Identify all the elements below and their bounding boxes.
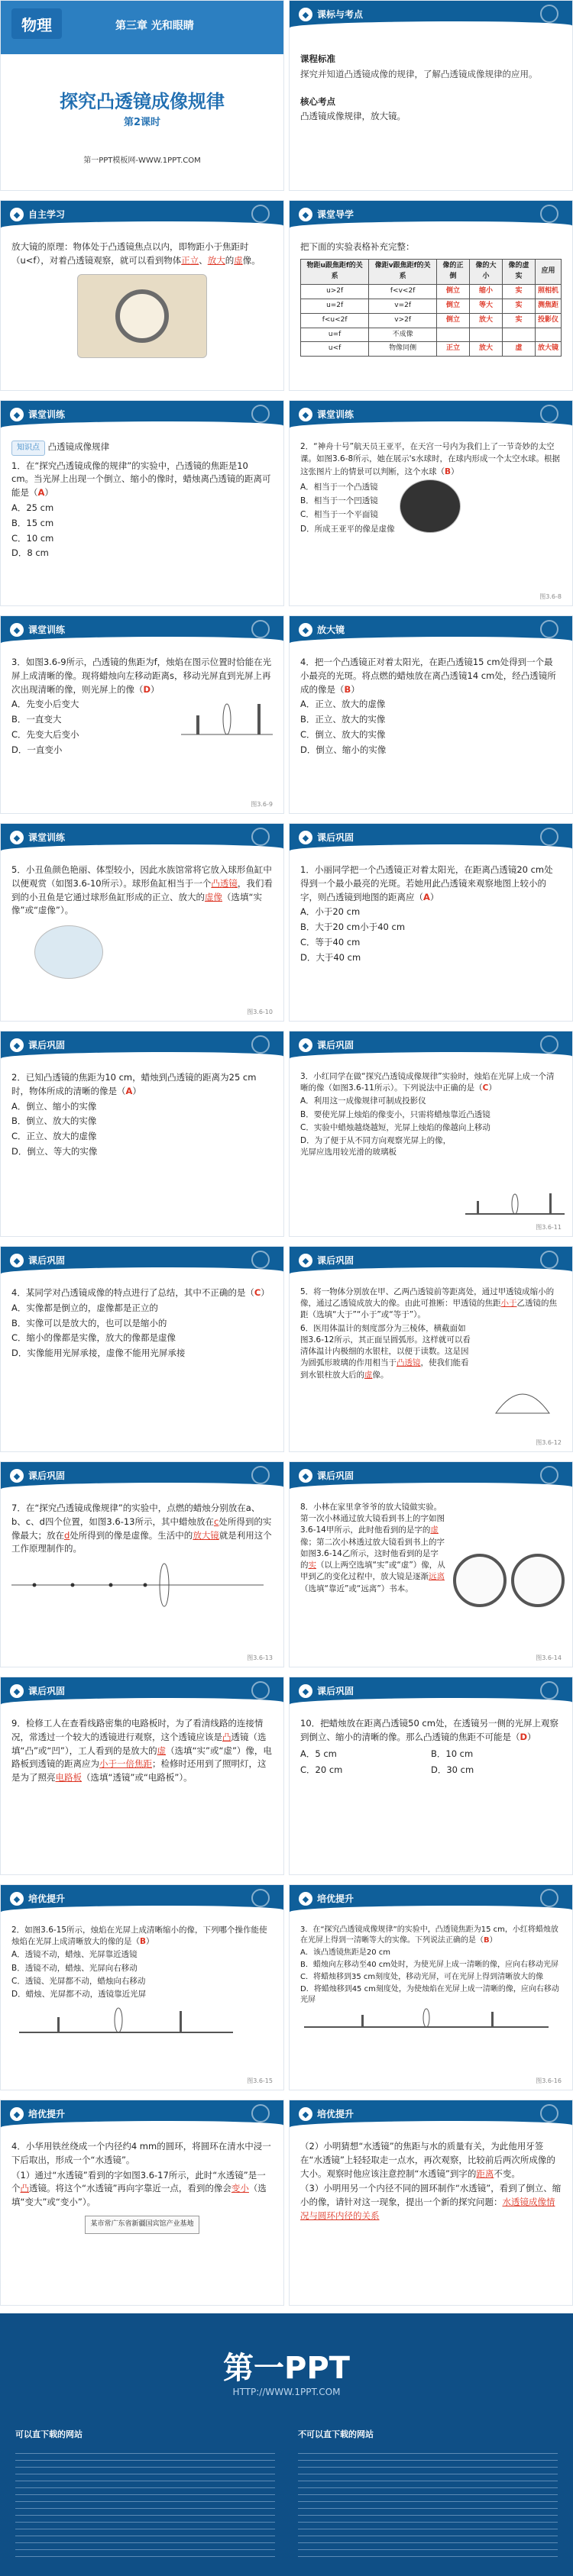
slide-header <box>1 1031 283 1062</box>
slide-header <box>1 401 283 431</box>
bullet-icon: ◆ <box>299 831 312 844</box>
option: D．大于40 cm <box>300 951 361 963</box>
option: D．蜡烛、光屏都不动，透镜靠近光屏 <box>11 1990 147 2000</box>
header-title: 自主学习 <box>28 209 66 220</box>
slide-header <box>290 201 572 231</box>
bullet-icon: ◆ <box>10 1038 24 1052</box>
cover-slide <box>0 0 284 191</box>
magnifier-icon <box>115 289 169 343</box>
slide-header <box>1 1677 283 1708</box>
figure-caption: 图3.6-14 <box>536 1654 562 1661</box>
option: C．缩小的像都是实像，放大的像都是虚像 <box>11 1332 176 1344</box>
snowflake-icon <box>540 1466 558 1484</box>
figure-caption: 图3.6-11 <box>536 1224 562 1231</box>
page-title: 探究凸透镜成像规律 <box>60 91 225 112</box>
slide-header <box>1 1885 283 1916</box>
header-title: 课堂导学 <box>317 209 354 220</box>
snowflake-icon <box>540 1251 558 1269</box>
option: A．利用这一成像规律可制成投影仪 <box>300 1096 426 1106</box>
exercise-slide <box>289 2100 573 2306</box>
self-study-slide <box>0 200 284 391</box>
header-title: 课堂训练 <box>317 409 354 420</box>
snowflake-icon <box>251 2104 270 2122</box>
option: C．先变大后变小 <box>11 729 79 741</box>
snowflake-icon <box>540 5 558 23</box>
bullet-icon: ◆ <box>299 8 312 21</box>
option: C．10 cm <box>11 532 54 544</box>
slide-header <box>1 2100 283 2131</box>
question-text: 2．“神舟十号”航天员王亚平，在天宫一号内为我们上了一节奇妙的太空课。如图3.6-8所示，她在展示's水球时，在球内形成一个太空水球。根据这张图片上的情景可以判断，这个水球（B） <box>300 442 561 476</box>
slide-header <box>1 1462 283 1493</box>
option: B．实像可以是放大的，也可以是缩小的 <box>11 1317 167 1328</box>
snowflake-icon <box>540 1681 558 1700</box>
figure-caption: 图3.6-8 <box>539 593 562 600</box>
snowflake-icon <box>251 1889 270 1907</box>
slide-header <box>290 2100 572 2131</box>
slide-header <box>1 824 283 854</box>
question-text: 3．在“探究凸透镜成像规律”的实验中，凸透镜焦距为15 cm，小红将蜡烛放在光屏上得到一清晰等大的实像。下列说法正确的是（B） <box>300 1926 558 1945</box>
header-title: 培优提升 <box>28 2109 66 2119</box>
standard-title: 课程标准 <box>300 53 335 64</box>
question-text: 2．已知凸透镜的焦距为10 cm，蜡烛到凸透镜的距离为25 cm时，物体所成的清晰的像是（A） <box>11 1072 257 1096</box>
question-text: 4．某同学对凸透镜成像的特点进行了总结，其中不正确的是（C） <box>11 1287 270 1298</box>
option: B．大于20 cm小于40 cm <box>300 922 406 933</box>
table-row: u=2f v=2f 倒立 等大 实 测焦距 <box>301 299 562 313</box>
principle-text: 放大镜的原理：物体处于凸透镜焦点以内，即物距小于焦距时（u<f），对着凸透镜观察，就可以看到物体正立、放大的虚像。 <box>11 241 261 266</box>
snowflake-icon <box>251 405 270 423</box>
snowflake-icon <box>251 1035 270 1054</box>
bullet-icon: ◆ <box>10 623 24 637</box>
slide-header <box>1 201 283 231</box>
figure-caption: 图3.6-15 <box>247 2077 273 2084</box>
optical-bench-icon <box>11 2002 241 2040</box>
option: A．透镜不动，蜡烛、光屏靠近透镜 <box>11 1950 138 1960</box>
option: A．5 cm <box>300 1748 337 1759</box>
option: B．相当于一个凹透镜 <box>300 496 378 506</box>
bullet-icon: ◆ <box>10 1254 24 1267</box>
bullet-icon: ◆ <box>299 1684 312 1698</box>
option: A．先变小后变大 <box>11 699 79 710</box>
prism-icon <box>488 1375 557 1421</box>
option: C．透镜、光屏都不动，蜡烛向右移动 <box>11 1976 146 1986</box>
option: B．一直变大 <box>11 714 62 725</box>
header-title: 课后巩固 <box>317 832 354 843</box>
header-title: 课堂训练 <box>28 409 66 420</box>
header-title: 课后巩固 <box>317 1040 354 1051</box>
bullet-icon: ◆ <box>299 208 312 221</box>
exercise-slide <box>0 1884 284 2090</box>
option: C．等于40 cm <box>300 937 361 948</box>
exercise-slide <box>0 823 284 1022</box>
slide-header <box>290 401 572 431</box>
question-text: 3．如图3.6-9所示，凸透镜的焦距为f，烛焰在图示位置时恰能在光屏上成清晰的像。现将蜡烛向左移动距离s，移动光屏直到光屏上再次出现清晰的像，则光屏上的像（D） <box>11 657 272 695</box>
snowflake-icon <box>540 828 558 846</box>
chapter-text: 第三章 光和眼睛 <box>115 20 194 32</box>
option: D．一直变小 <box>11 744 63 755</box>
slide-header <box>290 616 572 647</box>
snowflake-icon <box>540 405 558 423</box>
question-text: 1．在“探究凸透镜成像的规律”的实验中，凸透镜的焦距是10 cm。当光屏上出现一个倒立、缩小的像时，蜡烛离凸透镜的距离可能是（A） <box>11 460 271 499</box>
header-title: 课后巩固 <box>317 1686 354 1696</box>
exercise-slide <box>289 615 573 814</box>
option: C．20 cm <box>300 1764 343 1776</box>
snowflake-icon <box>540 1035 558 1054</box>
slide-header <box>1 1247 283 1277</box>
header-title: 课堂训练 <box>28 832 66 843</box>
option: D．30 cm <box>431 1764 474 1776</box>
exercise-slide <box>0 1461 284 1667</box>
ruler-bench-icon <box>300 2007 552 2032</box>
table-header-row: 物距u跟焦距f的关系 像距v跟焦距f的关系 像的正倒 像的大小 像的虚实 应用 <box>301 259 562 284</box>
slide-header <box>290 1 572 31</box>
header-title: 课后巩固 <box>28 1470 66 1481</box>
bullet-icon: ◆ <box>10 1469 24 1483</box>
slide-header <box>290 1031 572 1062</box>
option: D．8 cm <box>11 547 49 559</box>
bullet-icon: ◆ <box>299 1038 312 1052</box>
footer-link-list <box>298 2447 558 2561</box>
snowflake-icon <box>251 620 270 638</box>
header-title: 课后巩固 <box>28 1686 66 1696</box>
snowflake-icon <box>251 828 270 846</box>
option: C．将蜡烛移到35 cm刻度处，移动光屏，可在光屏上得到清晰放大的像 <box>300 1973 544 1981</box>
exercise-slide <box>289 1461 573 1667</box>
option: D．倒立、缩小的实像 <box>300 744 387 755</box>
table-intro: 把下面的实验表格补充完整： <box>300 241 415 252</box>
snowflake-icon <box>540 205 558 223</box>
bench-image <box>465 1187 565 1218</box>
exercise-slide <box>289 823 573 1022</box>
bullet-icon: ◆ <box>299 408 312 421</box>
snowflake-icon <box>540 620 558 638</box>
bullet-icon: ◆ <box>10 2107 24 2121</box>
option: D．倒立、等大的实像 <box>11 1146 98 1157</box>
footer-banner <box>0 2313 573 2576</box>
option: C．相当于一个平面镜 <box>300 510 378 520</box>
footer-right-title: 不可以直下载的网站 <box>298 2429 374 2439</box>
table-row: u>2f f<v<2f 倒立 缩小 实 照相机 <box>301 284 562 299</box>
option: B．要使光屏上烛焰的像变小，只需将蜡烛靠近凸透镜 <box>300 1109 490 1119</box>
question-text: 3．小红同学在做“探究凸透镜成像规律”实验时，烛焰在光屏上成一个清晰的像（如图3.6-11所示）。下列说法中正确的是（C） <box>300 1072 555 1093</box>
subject-badge: 物理 <box>11 8 62 39</box>
snowflake-icon <box>251 1466 270 1484</box>
option: B．倒立、放大的实像 <box>11 1115 97 1127</box>
lesson-label: 第2课时 <box>123 117 161 128</box>
core-text: 凸透镜成像规律，放大镜。 <box>300 111 406 122</box>
exercise-slide <box>289 1677 573 1875</box>
imaging-table <box>300 259 562 357</box>
bullet-icon: ◆ <box>299 2107 312 2121</box>
slide-header <box>290 1885 572 1916</box>
question-part: （1）通过“水透镜”看到的字如图3.6-17所示，此时“水透镜”是一个凸透镜。将这个“水透镜”再向字靠近一点，看到的像会变小（选填“变大”或“变小”）。 <box>11 2169 267 2208</box>
water-ball-image <box>400 479 461 533</box>
footer-url[interactable]: HTTP://WWW.1PPT.COM <box>232 2387 341 2397</box>
bullet-icon: ◆ <box>299 1469 312 1483</box>
snowflake-icon <box>251 1251 270 1269</box>
header-title: 课标与考点 <box>317 9 364 20</box>
thermometer-image <box>488 1375 557 1421</box>
exercise-slide <box>0 1031 284 1237</box>
figure-caption: 图3.6-10 <box>247 1009 273 1015</box>
option: A．该凸透镜焦距是20 cm <box>300 1948 390 1957</box>
site-label: 第一PPT模板网-WWW.1PPT.COM <box>83 157 201 165</box>
bullet-icon: ◆ <box>10 208 24 221</box>
question-text: 9．检修工人在查看线路密集的电路板时，为了看清线路的连接情况，常透过一个较大的透镜进行观察，这个透镜应该是凸透镜（选填“凸”或“凹”），工人看到的是放大的虚（选填“实”或“虚”）像，电路板到透镜的距离应为小于一倍焦距；检修时还用到了照明灯，这是为了照亮电路板（选填“透镜”或“电路板”）。 <box>11 1718 272 1784</box>
bullet-icon: ◆ <box>10 831 24 844</box>
header-title: 课后巩固 <box>317 1255 354 1266</box>
magnifier-icon <box>511 1554 565 1607</box>
magnifier-image <box>77 274 207 358</box>
option: A．实像都是倒立的，虚像都是正立的 <box>11 1302 158 1313</box>
exercise-slide <box>0 1677 284 1875</box>
header-title: 培优提升 <box>317 2109 354 2119</box>
core-title: 核心考点 <box>300 95 335 107</box>
question-text: 4．小华用铁丝绕成一个内径约4 mm的圆环，将圆环在清水中浸一下后取出，形成一个“水透镜”。 <box>11 2141 271 2165</box>
bullet-icon: ◆ <box>10 1684 24 1698</box>
option: B．透镜不动，蜡烛、光屏向右移动 <box>11 1963 138 1973</box>
figure-caption: 图3.6-9 <box>251 801 273 808</box>
exercise-slide <box>0 1246 284 1452</box>
snowflake-icon <box>251 205 270 223</box>
standard-text: 探究并知道凸透镜成像的规律，了解凸透镜成像规律的应用。 <box>300 68 538 79</box>
question-part: （3）小明用另一个内径不同的圆环制作“水透镜”，看到了倒立、缩小的像，请针对这一现象，提出一个新的探究问题：水透镜成像情况与圆环内径的关系 <box>300 2183 562 2222</box>
table-row: f<u<2f v>2f 倒立 放大 实 投影仪 <box>301 313 562 328</box>
option: A．相当于一个凸透镜 <box>300 482 378 492</box>
slide-header <box>1 616 283 647</box>
magnifier-icon <box>453 1554 507 1607</box>
option: B．蜡烛向左移动至40 cm处时，为使光屏上成一清晰的像，应向右移动光屏 <box>300 1961 559 1969</box>
slide-header <box>290 1247 572 1277</box>
lens-diagram-icon <box>181 692 273 738</box>
exercise-slide <box>289 1246 573 1452</box>
header-title: 课堂训练 <box>28 625 66 635</box>
option: A．25 cm <box>11 502 54 513</box>
option: D．将蜡烛移到45 cm刻度处，为使烛焰在光屏上成一清晰的像，应向右移动光屏 <box>300 1985 559 2004</box>
snowflake-icon <box>540 2104 558 2122</box>
question-text: 10．把蜡烛放在距离凸透镜50 cm处，在透镜另一侧的光屏上观察到倒立、缩小的清晰的像。那么凸透镜的焦距不可能是（D） <box>300 1718 558 1742</box>
exercise-slide <box>0 615 284 814</box>
question-text: 8．小林在家里拿爷爷的放大镜做实验。第一次小林通过放大镜看到书上的字如图3.6-14甲所示，此时他看到的是字的虚像；第二次小林透过放大镜看到书上的字如图3.6-14乙所示，这时他看到的是字的实（以上两空选填“实”或“虚”）像，从甲到乙的变化过程中，放大镜是逐渐远离（选填“靠近”或“远离”）书本。 <box>300 1503 445 1593</box>
option: C．倒立、放大的实像 <box>300 729 386 741</box>
slide-header <box>290 1677 572 1708</box>
topic-tag-line: 知识点 凸透镜成像规律 <box>11 441 273 458</box>
question-part: （2）小明猜想“水透镜”的焦距与水的质量有关，为此他用牙签在“水透镜”上轻轻取走一点水，再次观察，比较前后两次所成像的大小。观察时他应该注意控制“水透镜”到字的距离不变。 <box>300 2141 555 2179</box>
exercise-slide <box>0 2100 284 2306</box>
option: C．实验中蜡烛越烧越短，光屏上烛焰的像越向上移动 <box>300 1122 490 1132</box>
bullet-icon: ◆ <box>299 1254 312 1267</box>
bullet-icon: ◆ <box>10 408 24 421</box>
header-title: 放大镜 <box>317 625 345 635</box>
exercise-slide <box>289 1884 573 2090</box>
option: D．所成王亚平的像是虚像 <box>300 524 395 534</box>
footer-logo: 第一PPT <box>223 2351 350 2386</box>
footer-link-list <box>15 2447 275 2561</box>
option: B．10 cm <box>431 1748 474 1759</box>
question-text: 5．小丑鱼颜色艳丽、体型较小，因此水族馆常将它放入球形鱼缸中以便观赏（如图3.6-10所示）。球形鱼缸相当于一个凸透镜，我们看到的小丑鱼是它通过球形鱼缸形成的正立、放大的虚像（选填“实像”或“虚像”）。 <box>11 864 273 916</box>
option: A．倒立、缩小的实像 <box>11 1100 97 1112</box>
question-text: 7．在“探究凸透镜成像规律”的实验中，点燃的蜡烛分别放在a、b、c、d四个位置，如图3.6-13所示，其中蜡烛放在c处所得到的实像最大；放在d处所得到的像是虚像。生活中的放大镜就是利用这个工作原理制作的。 <box>11 1503 272 1554</box>
sign-image: 某市常广东省新疆国宾馆产业基地 <box>85 2216 199 2234</box>
option: D．为了便于从不同方向观察光屏上的像，光屏应选用较光滑的玻璃板 <box>300 1136 452 1157</box>
header-title: 课后巩固 <box>317 1470 354 1481</box>
snowflake-icon <box>251 1681 270 1700</box>
exercise-slide <box>0 400 284 606</box>
table-row: u<f 物像同侧 正立 放大 虚 放大镜 <box>301 342 562 357</box>
exercise-slide <box>289 400 573 606</box>
header-title: 培优提升 <box>317 1893 354 1904</box>
header-title: 课后巩固 <box>28 1255 66 1266</box>
option: B．正立、放大的实像 <box>300 714 386 725</box>
option: D．实像能用光屏承接，虚像不能用光屏承接 <box>11 1348 186 1359</box>
optical-bench-icon <box>465 1187 565 1218</box>
figure-caption: 图3.6-13 <box>247 1654 273 1661</box>
footer-left-title: 可以直下载的网站 <box>15 2429 83 2439</box>
standards-slide <box>289 0 573 191</box>
exercise-slide <box>289 1031 573 1237</box>
slide-header <box>290 1462 572 1493</box>
option: A．正立、放大的虚像 <box>300 699 386 710</box>
fish-bowl-image <box>34 925 103 979</box>
question-text: 1．小丽同学把一个凸透镜正对着太阳光，在距离凸透镜20 cm处得到一个最小最亮的光斑。若她用此凸透镜来观察地图上较小的字，则凸透镜到地图的距离应（A） <box>300 864 553 902</box>
option: A．小于20 cm <box>300 906 361 918</box>
header-title: 课后巩固 <box>28 1040 66 1051</box>
snowflake-icon <box>540 1889 558 1907</box>
lens-setup-image <box>181 692 273 738</box>
header-title: 培优提升 <box>28 1893 66 1904</box>
option: C．正立、放大的虚像 <box>11 1131 97 1142</box>
figure-caption: 图3.6-12 <box>536 1439 562 1446</box>
question-text: 4．把一个凸透镜正对着太阳光，在距凸透镜15 cm处得到一个最小最亮的光斑。将点燃的蜡烛放在离凸透镜14 cm处，经凸透镜所成的像是（B） <box>300 657 556 695</box>
bullet-icon: ◆ <box>299 623 312 637</box>
option: B．15 cm <box>11 517 54 528</box>
lens-axis-diagram <box>11 1562 264 1608</box>
bullet-icon: ◆ <box>10 1892 24 1906</box>
magnifier-pair-image <box>453 1554 565 1607</box>
question-text: 2．如图3.6-15所示，烛焰在光屏上成清晰缩小的像，下列哪个操作能使烛焰在光屏上成清晰放大的像的是（B） <box>11 1926 267 1947</box>
question-text: 6．医用体温计的刻度部分为三棱体，横截面如图3.6-12所示，其正面呈圆弧形。这样就可以看清体温计内极细的水银柱，以便于读数。这是因为圆弧形玻璃的作用相当于凸透镜，使我们能看到水银柱放大后的虚像。 <box>300 1323 471 1380</box>
slide-header <box>290 824 572 854</box>
table-slide <box>289 200 573 391</box>
figure-caption: 图3.6-16 <box>536 2077 562 2084</box>
question-text: 5．将一物体分别放在甲、乙两凸透镜前等距离处，通过甲透镜成缩小的像，通过乙透镜成放大的像。由此可推断：甲透镜的焦距小于乙透镜的焦距（选填“大于”“小于”或“等于”）。 <box>300 1287 557 1320</box>
table-row: u=f 不成像 <box>301 328 562 342</box>
bullet-icon: ◆ <box>299 1892 312 1906</box>
